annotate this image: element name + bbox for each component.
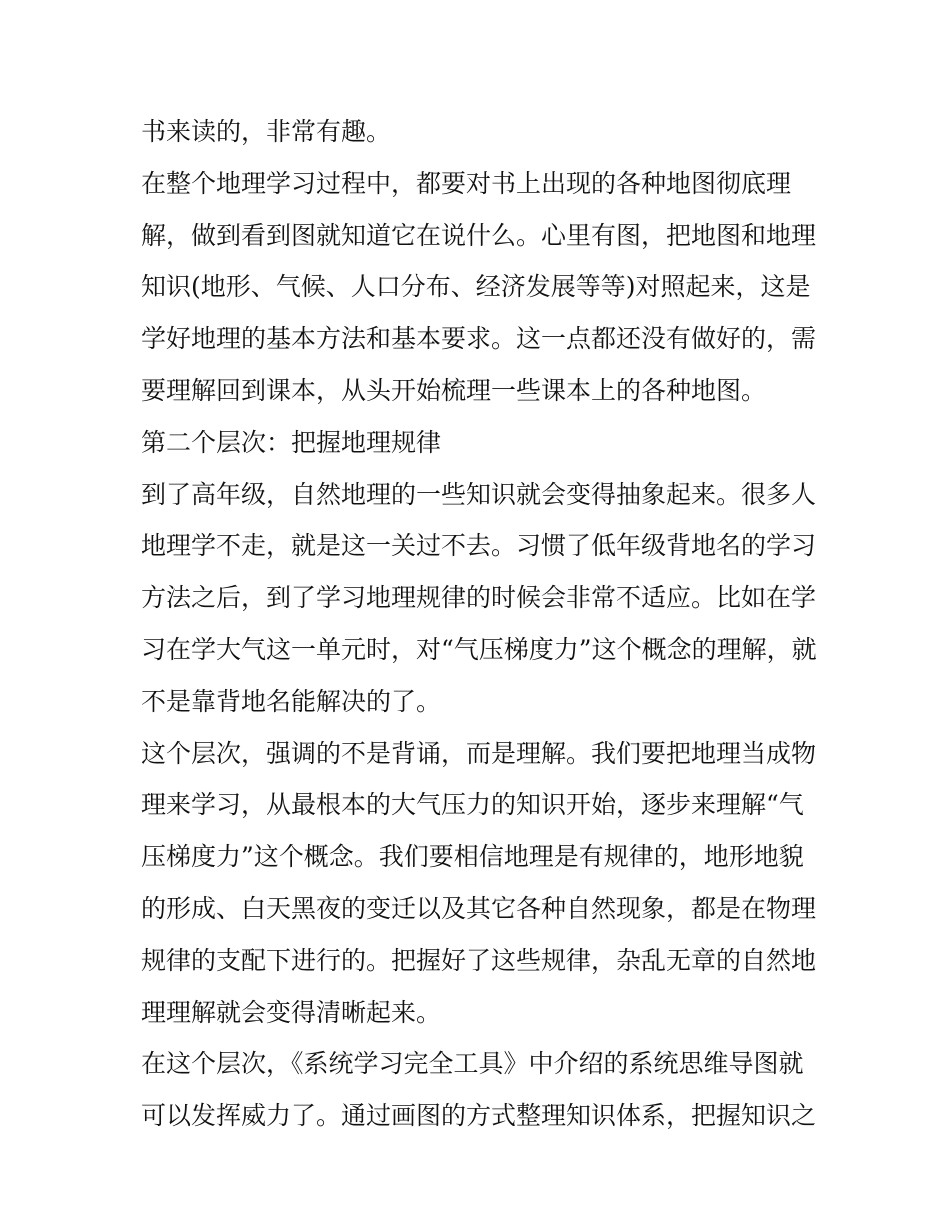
text-line: 在这个层次，《系统学习完全工具》中介绍的系统思维导图就 — [141, 1049, 804, 1079]
body-text — [141, 106, 817, 1142]
text-line: 理来学习，从最根本的大气压力的知识开始，逐步来理解“气 — [141, 790, 804, 820]
text-line: 在整个地理学习过程中，都要对书上出现的各种地图彻底理 — [141, 168, 792, 198]
text-line: 书来读的，非常有趣。 — [141, 117, 392, 146]
text-line: 压梯度力”这个概念。我们要相信地理是有规律的，地形地貌 — [141, 842, 804, 872]
section-heading: 第二个层次：把握地理规律 — [141, 427, 442, 457]
text-line: 要理解回到课本，从头开始梳理一些课本上的各种地图。 — [141, 375, 767, 405]
text-line: 这个层次，强调的不是背诵，而是理解。我们要把地理当成物 — [141, 738, 817, 768]
text-line: 不是靠背地名能解决的了。 — [141, 686, 442, 716]
text-line: 地理学不走，就是这一关过不去。习惯了低年级背地名的学习 — [141, 531, 817, 561]
text-line: 习在学大气这一单元时，对“气压梯度力”这个概念的理解，就 — [141, 634, 817, 664]
text-line: 方法之后，到了学习地理规律的时候会非常不适应。比如在学 — [141, 583, 817, 613]
text-line: 理理解就会变得清晰起来。 — [141, 997, 442, 1027]
text-line: 到了高年级，自然地理的一些知识就会变得抽象起来。很多人 — [141, 479, 817, 509]
text-line: 的形成、白天黑夜的变迁以及其它各种自然现象，都是在物理 — [141, 893, 817, 923]
text-line: 知识(地形、气候、人口分布、经济发展等等)对照起来，这是 — [141, 272, 811, 302]
text-line: 学好地理的基本方法和基本要求。这一点都还没有做好的，需 — [141, 324, 817, 354]
text-line: 解，做到看到图就知道它在说什么。心里有图，把地图和地理 — [141, 220, 817, 250]
text-line: 可以发挥威力了。通过画图的方式整理知识体系，把握知识之 — [141, 1101, 817, 1131]
text-line: 规律的支配下进行的。把握好了这些规律，杂乱无章的自然地 — [141, 945, 817, 975]
